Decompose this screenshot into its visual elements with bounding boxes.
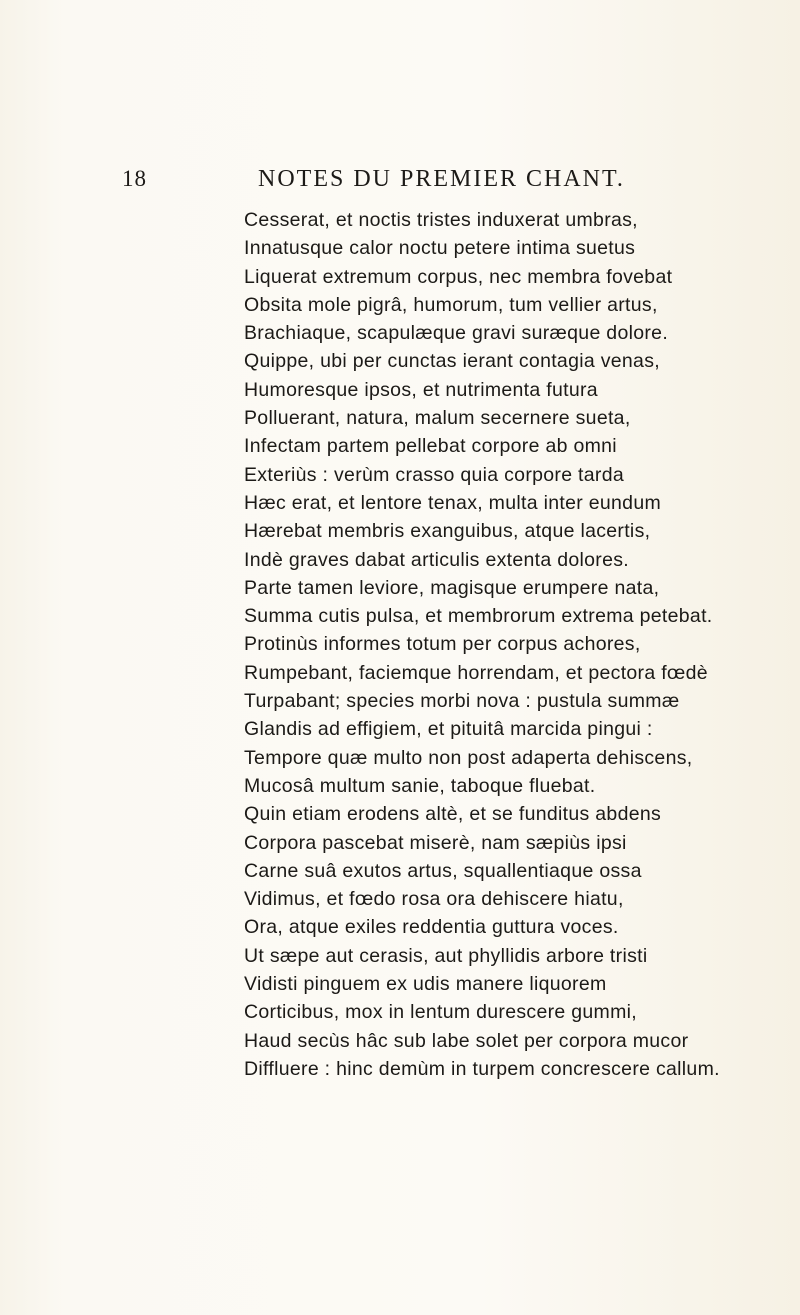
verse-line: Haud secùs hâc sub labe solet per corpora mucor — [244, 1029, 689, 1052]
verse-line: Diffluere : hinc demùm in turpem concrescere callum. — [244, 1057, 720, 1080]
verse-line: Turpabant; species morbi nova : pustula summæ — [244, 690, 680, 713]
running-head: NOTES DU PREMIER CHANT. — [258, 166, 625, 192]
verse-line: Mucosâ multum sanie, taboque fluebat. — [244, 774, 596, 797]
verse-line: Corticibus, mox in lentum durescere gummi, — [244, 1001, 637, 1024]
verse-line: Quippe, ubi per cunctas ierant contagia venas, — [244, 350, 660, 373]
verse-line: Ora, atque exiles reddentia guttura voces. — [244, 916, 619, 939]
verse-line: Hæc erat, et lentore tenax, multa inter eundum — [244, 491, 662, 514]
verse-line: Humoresque ipsos, et nutrimenta futura — [244, 378, 598, 401]
verse-line: Brachiaque, scapulæque gravi suræque dolore. — [244, 322, 669, 345]
verse-line: Glandis ad effigiem, et pituitâ marcida pingui : — [244, 718, 653, 741]
verse-line: Tempore quæ multo non post adaperta dehiscens, — [244, 746, 693, 769]
verse-line: Vidimus, et fœdo rosa ora dehiscere hiatu, — [244, 888, 624, 911]
page-header — [0, 166, 800, 196]
verse-line: Corpora pascebat miserè, nam sæpiùs ipsi — [244, 831, 627, 854]
verse-line: Obsita mole pigrâ, humorum, tum vellier artus, — [244, 293, 658, 316]
latin-verse — [244, 206, 784, 1083]
verse-line: Parte tamen leviore, magisque erumpere nata, — [244, 576, 660, 599]
verse-line: Protinùs informes totum per corpus achores, — [244, 633, 641, 656]
verse-line: Summa cutis pulsa, et membrorum extrema petebat. — [244, 605, 713, 628]
verse-line: Carne suâ exutos artus, squallentiaque ossa — [244, 859, 642, 882]
verse-line: Innatusque calor noctu petere intima suetus — [244, 237, 636, 260]
verse-line: Hærebat membris exanguibus, atque lacertis, — [244, 520, 651, 543]
verse-line: Liquerat extremum corpus, nec membra fovebat — [244, 265, 673, 288]
verse-line: Ut sæpe aut cerasis, aut phyllidis arbore tristi — [244, 944, 648, 967]
verse-line: Polluerant, natura, malum secernere sueta, — [244, 407, 631, 430]
verse-line: Exteriùs : verùm crasso quia corpore tarda — [244, 463, 625, 486]
verse-line: Indè graves dabat articulis extenta dolores. — [244, 548, 630, 571]
verse-line: Infectam partem pellebat corpore ab omni — [244, 435, 617, 458]
verse-line: Cesserat, et noctis tristes induxerat umbras, — [244, 209, 638, 231]
verse-line: Rumpebant, faciemque horrendam, et pectora fœdè — [244, 661, 708, 684]
verse-line: Vidisti pinguem ex udis manere liquorem — [244, 973, 607, 996]
page-number: 18 — [122, 166, 147, 191]
verse-line: Quin etiam erodens altè, et se funditus abdens — [244, 803, 662, 826]
